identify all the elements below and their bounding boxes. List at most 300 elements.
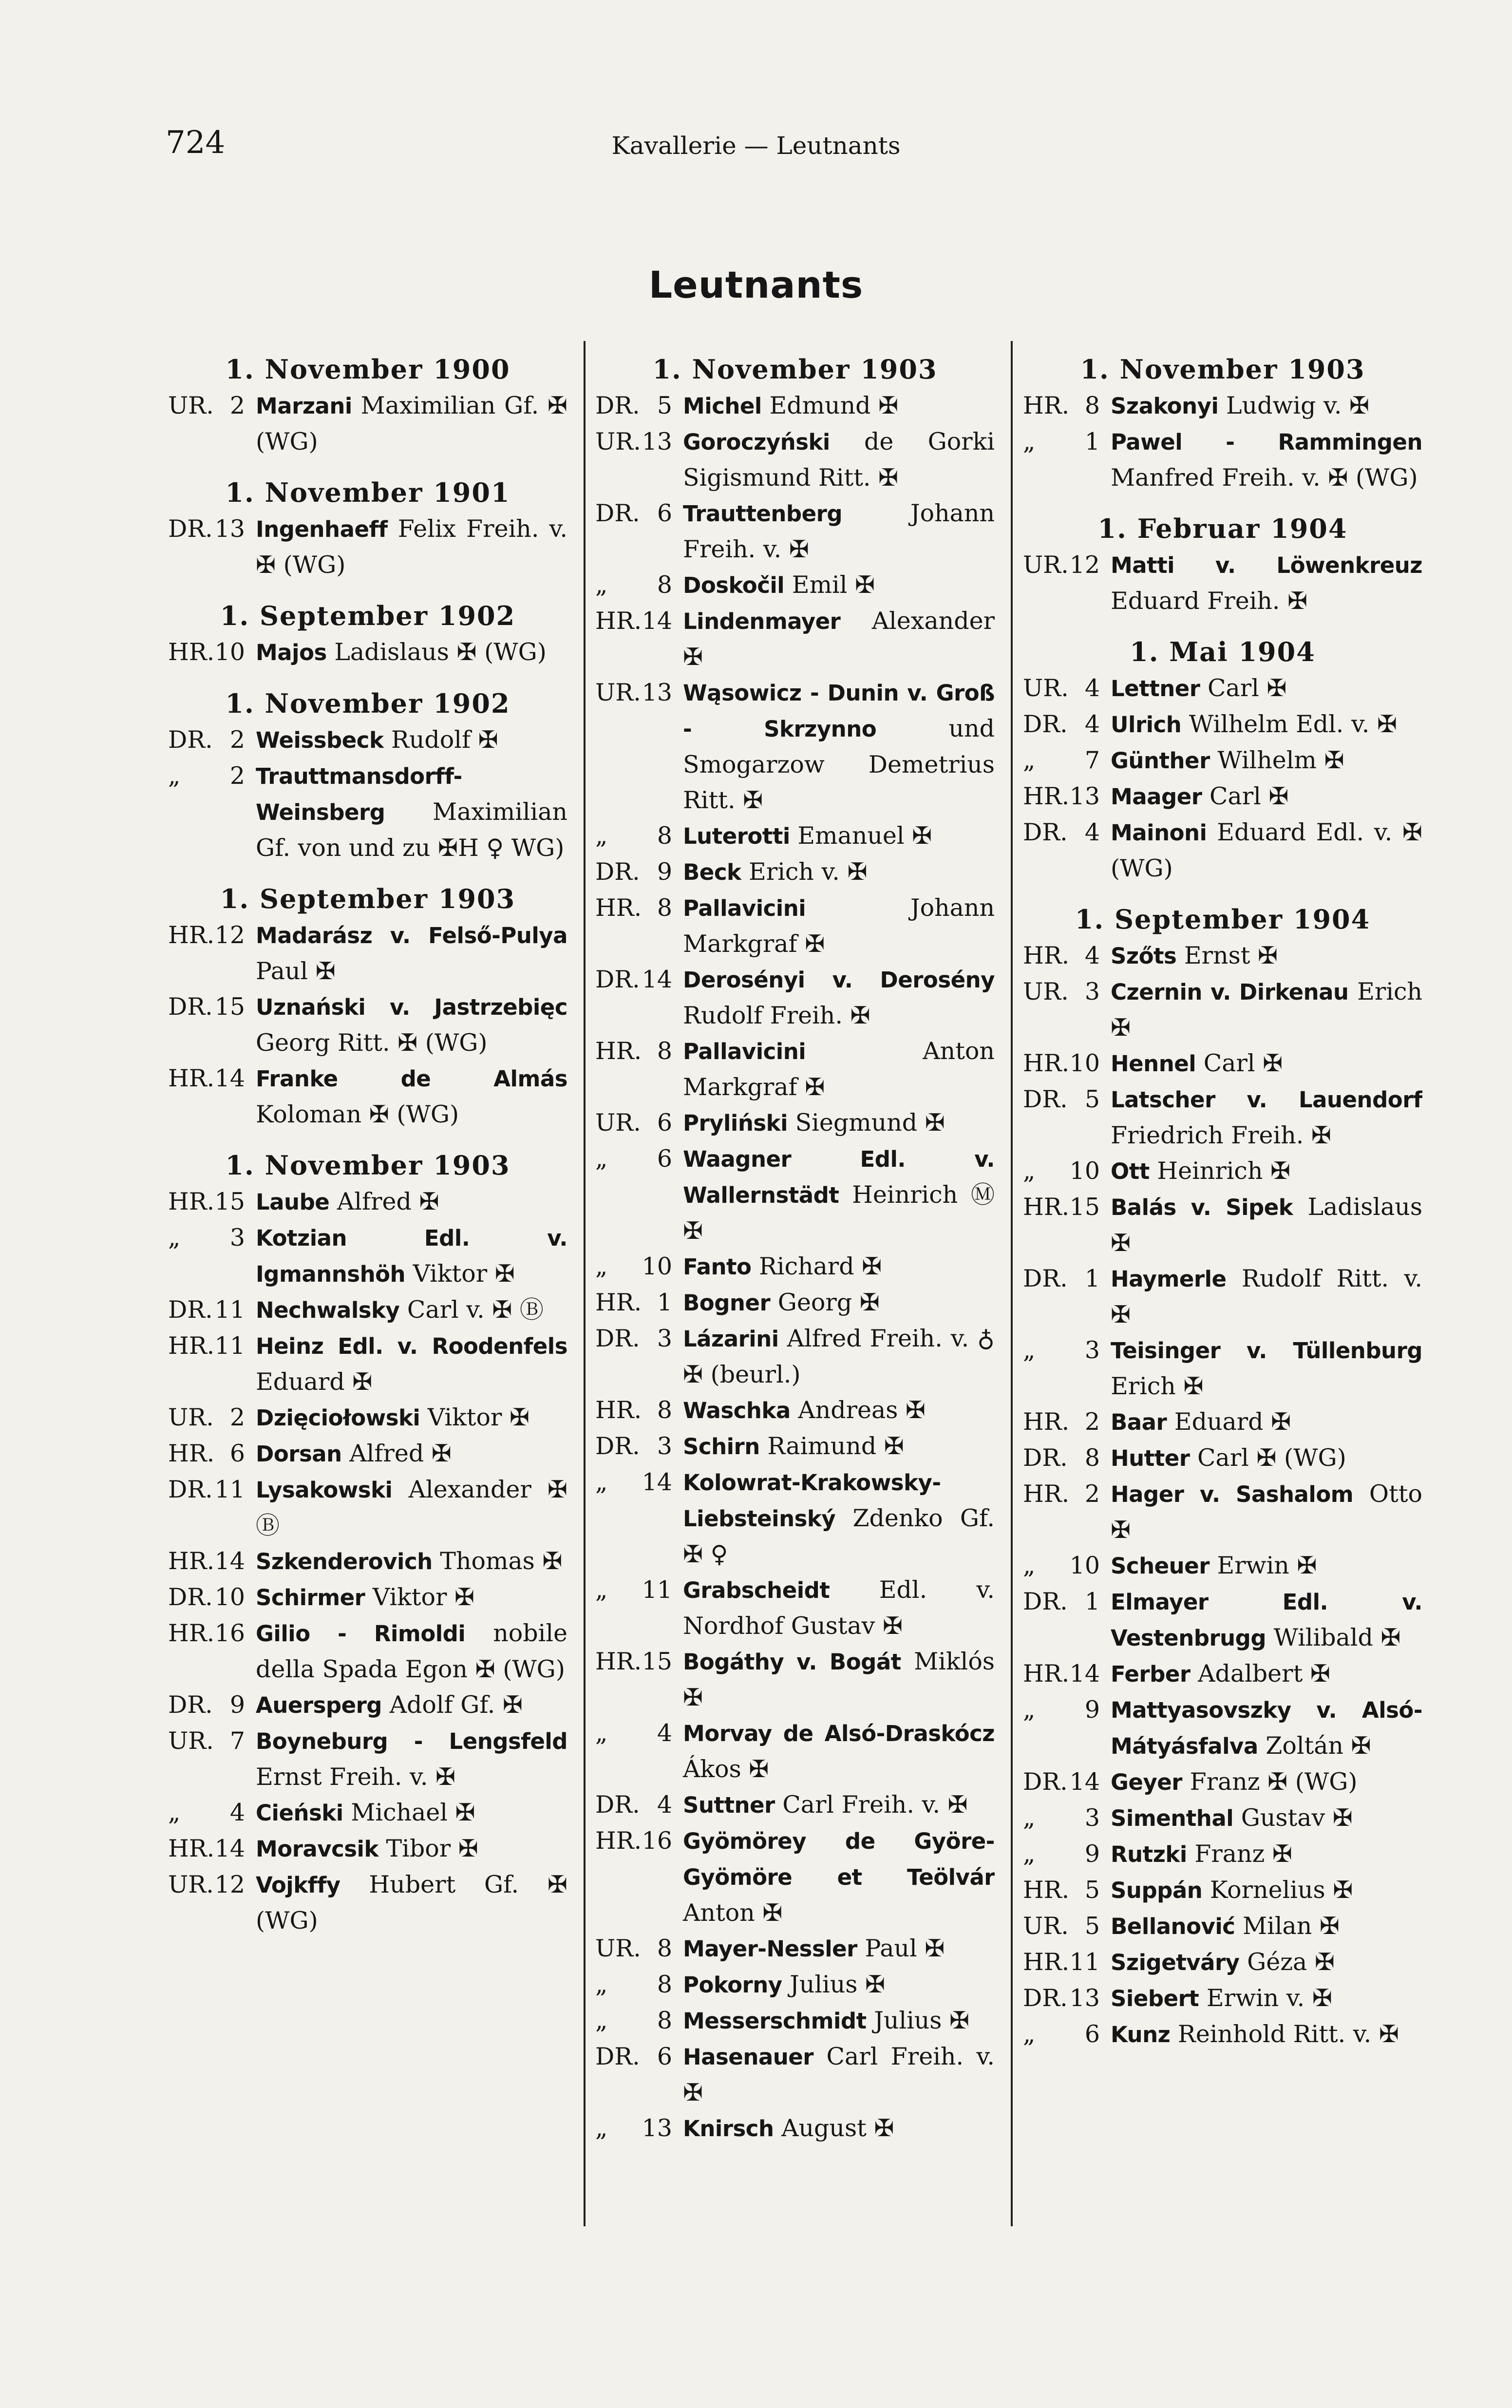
officer-entry	[1023, 1332, 1422, 1404]
entry-text	[256, 1687, 567, 1723]
officer-entry	[595, 890, 995, 962]
regiment-type: DR.	[595, 1791, 640, 1819]
surname: Ingenhaeff	[256, 516, 388, 542]
surname: Cieński	[256, 1800, 343, 1826]
regiment-type: „	[595, 1252, 608, 1280]
regiment-type: UR.	[168, 1727, 214, 1755]
regiment-type: HR.	[168, 1188, 215, 1215]
entry-text	[1111, 815, 1422, 886]
regiment-type: „	[1023, 428, 1036, 455]
surname: Lysakowski	[256, 1477, 393, 1503]
entry-text	[683, 890, 995, 962]
name-details: Emanuel ✠	[790, 822, 932, 850]
regiment-type: DR.	[595, 1432, 640, 1460]
entry-text	[683, 1644, 995, 1715]
name-details: Carl Freih. v. ✠	[683, 2043, 995, 2106]
surname: Szőts	[1111, 943, 1177, 969]
entry-text	[256, 1723, 567, 1795]
entry-text	[256, 634, 567, 670]
regiment-type: „	[595, 1719, 608, 1747]
entry-text	[683, 2039, 995, 2110]
regiment-type: DR.	[1023, 1265, 1068, 1292]
regiment-number: 8	[657, 822, 672, 850]
officer-entry	[168, 1292, 567, 1328]
entry-text	[256, 917, 567, 989]
entry-text	[683, 2003, 995, 2039]
regiment-type: HR.	[168, 1619, 215, 1647]
regiment-type: DR.	[1023, 1444, 1068, 1472]
surname: Hutter	[1111, 1445, 1190, 1471]
officer-entry	[595, 962, 995, 1033]
officer-entry	[1023, 938, 1422, 974]
regiment-number: 9	[657, 858, 672, 886]
officer-entry	[595, 1285, 995, 1321]
name-details: Franz ✠	[1187, 1840, 1292, 1868]
regiment-number: 16	[214, 1619, 245, 1647]
name-details: Carl ✠	[1196, 1049, 1283, 1077]
regiment-type: HR.	[1023, 1876, 1070, 1904]
officer-entry	[1023, 1189, 1422, 1261]
regiment-number: 9	[1084, 1696, 1100, 1724]
regiment-number: 5	[657, 392, 672, 419]
officer-entry	[1023, 1800, 1422, 1836]
name-details: Alexander ✠ Ⓑ	[256, 1476, 567, 1539]
entry-text	[683, 1787, 995, 1823]
name-details: Eduard ✠	[1167, 1408, 1291, 1436]
surname: Majos	[256, 640, 327, 665]
section-date: 1. Mai 1904	[1130, 636, 1316, 667]
officer-entry	[1023, 1261, 1422, 1332]
regiment-type: HR.	[595, 894, 642, 922]
entry-text	[256, 511, 567, 583]
surname: Haymerle	[1111, 1266, 1227, 1292]
officer-entry	[168, 511, 567, 583]
surname: Madarász v. Felső-Pulya	[256, 923, 567, 948]
name-details: und Smogarzow Demetrius Ritt. ✠	[683, 715, 995, 814]
name-details: Erich ✠	[1111, 1372, 1204, 1400]
regiment-number: 13	[1069, 782, 1100, 810]
column-3	[1023, 336, 1422, 2226]
regiment-type: „	[595, 1468, 608, 1496]
regiment-number: 6	[657, 1109, 672, 1137]
surname: Grabscheidt	[683, 1577, 830, 1603]
entry-text	[256, 1292, 567, 1328]
name-details: Tibor ✠	[378, 1835, 478, 1862]
officer-entry	[168, 388, 567, 459]
officer-entry	[1023, 1656, 1422, 1692]
regiment-type: UR.	[595, 1109, 641, 1137]
surname: Bellanović	[1111, 1914, 1235, 1939]
entry-text	[683, 1321, 995, 1392]
surname: Weissbeck	[256, 727, 384, 753]
surname: Hasenauer	[683, 2044, 813, 2070]
entry-text	[256, 1400, 567, 1436]
regiment-number: 13	[642, 428, 672, 455]
regiment-type: HR.	[595, 1289, 642, 1316]
regiment-number: 12	[214, 1871, 245, 1898]
officer-entry	[595, 495, 995, 567]
surname: Morvay de Alsó-Draskócz	[683, 1721, 995, 1746]
regiment-number: 8	[657, 1396, 672, 1424]
name-details: Siegmund ✠	[788, 1109, 945, 1137]
regiment-type: UR.	[1023, 978, 1069, 1005]
surname: Maager	[1111, 784, 1202, 810]
surname: Laube	[256, 1189, 330, 1215]
entry-text	[1111, 1189, 1422, 1261]
name-details: Andreas ✠	[790, 1396, 926, 1424]
officer-entry	[168, 1795, 567, 1831]
name-details: Maximilian Gf. ✠ (WG)	[256, 392, 567, 455]
name-details: Erwin v. ✠	[1199, 1984, 1332, 2012]
regiment-type: „	[168, 1224, 181, 1251]
surname: Hager v. Sashalom	[1111, 1481, 1354, 1507]
surname: Boyneburg - Lengsfeld	[256, 1728, 567, 1754]
regiment-type: HR.	[1023, 782, 1070, 810]
officer-entry	[1023, 2016, 1422, 2052]
surname: Mayer-Nessler	[683, 1936, 857, 1962]
regiment-number: 8	[657, 2007, 672, 2034]
officer-entry	[1023, 1692, 1422, 1764]
name-details: Anton ✠	[683, 1899, 783, 1927]
surname: Lázarini	[683, 1326, 779, 1352]
name-details: August ✠	[774, 2114, 894, 2142]
name-details: Ernst Freih. v. ✠	[256, 1763, 456, 1791]
surname: Derosényi v. Derosény	[683, 967, 995, 993]
regiment-number: 15	[1069, 1193, 1100, 1221]
regiment-type: HR.	[595, 1396, 642, 1424]
officer-entry	[595, 1572, 995, 1644]
surname: Waschka	[683, 1398, 791, 1423]
surname: Trauttmansdorff-Weinsberg	[256, 763, 462, 825]
entry-text	[1111, 1081, 1422, 1153]
regiment-number: 4	[657, 1791, 672, 1819]
regiment-number: 14	[214, 1547, 245, 1575]
surname: Balás v. Sipek	[1111, 1195, 1293, 1220]
name-details: Rudolf Ritt. v. ✠	[1111, 1265, 1422, 1328]
regiment-type: HR.	[1023, 942, 1070, 969]
officer-entry	[1023, 974, 1422, 1045]
section-date: 1. November 1903	[652, 354, 938, 385]
entry-text	[1111, 388, 1422, 424]
name-details: Friedrich Freih. ✠	[1111, 1121, 1331, 1149]
name-details: Wilibald ✠	[1266, 1624, 1401, 1651]
entry-text	[256, 1220, 567, 1292]
regiment-number: 3	[1084, 978, 1100, 1005]
surname: Franke de Almás	[256, 1066, 567, 1092]
regiment-type: „	[595, 822, 608, 850]
name-details: Heinrich ✠	[1149, 1157, 1291, 1185]
surname: Suttner	[683, 1792, 775, 1818]
entry-text	[1111, 1440, 1422, 1476]
officer-entry	[595, 1105, 995, 1141]
surname: Fanto	[683, 1254, 752, 1280]
name-details: nobile della Spada Egon ✠ (WG)	[256, 1619, 567, 1683]
officer-entry	[1023, 670, 1422, 706]
regiment-number: 16	[642, 1827, 672, 1855]
entry-text	[683, 1715, 995, 1787]
officer-entry	[1023, 547, 1422, 619]
entry-text	[683, 675, 995, 818]
surname: Bogáthy v. Bogát	[683, 1649, 901, 1675]
regiment-number: 2	[1084, 1408, 1100, 1436]
surname: Heinz Edl. v. Roodenfels	[256, 1333, 567, 1359]
name-details: Ludwig v. ✠	[1218, 392, 1370, 419]
regiment-number: 3	[229, 1224, 245, 1251]
regiment-type: DR.	[1023, 1588, 1068, 1615]
regiment-number: 6	[657, 1145, 672, 1173]
regiment-type: UR.	[1023, 551, 1069, 579]
entry-text	[683, 818, 995, 854]
surname: Michel	[683, 393, 762, 419]
name-details: Wilhelm Edl. v. ✠	[1181, 710, 1398, 738]
regiment-type: HR.	[1023, 1660, 1070, 1687]
entry-text	[256, 758, 567, 866]
surname: Scheuer	[1111, 1553, 1210, 1579]
entry-text	[683, 1105, 995, 1141]
regiment-number: 11	[1069, 1948, 1100, 1976]
section-date: 1. November 1903	[225, 1150, 510, 1181]
regiment-type: DR.	[595, 499, 640, 527]
entry-text	[683, 1141, 995, 1249]
regiment-type: UR.	[1023, 1912, 1069, 1940]
regiment-number: 7	[1084, 746, 1100, 774]
entry-text	[1111, 1153, 1422, 1189]
regiment-type: „	[595, 1576, 608, 1604]
officer-entry	[168, 1687, 567, 1723]
officer-entry	[595, 603, 995, 675]
surname: Pallavicini	[683, 895, 806, 921]
section-date: 1. Februar 1904	[1097, 513, 1348, 544]
name-details: Carl v. ✠ Ⓑ	[399, 1296, 544, 1324]
name-details: Milan ✠	[1235, 1912, 1340, 1940]
regiment-type: HR.	[595, 1037, 642, 1065]
section-date: 1. September 1902	[220, 600, 516, 631]
regiment-number: 7	[229, 1727, 245, 1755]
regiment-type: „	[595, 1145, 608, 1173]
regiment-type: UR.	[595, 679, 641, 706]
surname: Knirsch	[683, 2116, 774, 2142]
regiment-number: 8	[1084, 392, 1100, 419]
surname: Teisinger v. Tüllenburg	[1111, 1338, 1422, 1364]
officer-entry	[595, 1823, 995, 1931]
surname: Czernin v. Dirkenau	[1111, 979, 1349, 1005]
regiment-type: HR.	[168, 1547, 215, 1575]
regiment-type: UR.	[595, 428, 641, 455]
entry-text	[1111, 670, 1422, 706]
surname: Mainoni	[1111, 820, 1207, 846]
name-details: Heinrich Ⓜ ✠	[683, 1181, 995, 1245]
regiment-type: „	[595, 2007, 608, 2034]
surname: Dorsan	[256, 1441, 342, 1467]
surname: Pryliński	[683, 1110, 788, 1136]
regiment-number: 12	[214, 921, 245, 949]
entry-text	[1111, 1261, 1422, 1332]
name-details: Carl ✠ (WG)	[1190, 1444, 1346, 1472]
officer-entry	[595, 1392, 995, 1428]
entry-text	[1111, 1908, 1422, 1944]
regiment-type: UR.	[168, 392, 214, 419]
regiment-number: 3	[657, 1325, 672, 1352]
regiment-type: „	[595, 2114, 608, 2142]
name-details: Viktor ✠	[365, 1583, 475, 1611]
column-rule	[1011, 341, 1013, 2226]
officer-entry	[168, 1220, 567, 1292]
entry-text	[256, 1184, 567, 1220]
officer-entry	[595, 424, 995, 495]
regiment-number: 6	[229, 1440, 245, 1467]
officer-entry	[595, 1931, 995, 1967]
regiment-type: HR.	[168, 638, 215, 666]
name-details: Adolf Gf. ✠	[382, 1691, 523, 1719]
regiment-number: 4	[1084, 710, 1100, 738]
name-details: Géza ✠	[1239, 1948, 1335, 1976]
officer-entry	[1023, 388, 1422, 424]
surname: Szkenderovich	[256, 1549, 433, 1574]
section-date: 1. November 1901	[225, 477, 510, 508]
regiment-type: DR.	[1023, 1768, 1068, 1796]
name-details: Ernst ✠	[1176, 942, 1278, 969]
entry-text	[1111, 938, 1422, 974]
officer-entry	[595, 567, 995, 603]
regiment-number: 10	[642, 1252, 672, 1280]
officer-entry	[168, 989, 567, 1061]
regiment-number: 5	[1084, 1085, 1100, 1113]
regiment-type: „	[595, 571, 608, 599]
surname: Suppán	[1111, 1877, 1203, 1903]
entry-text	[1111, 706, 1422, 742]
entry-text	[256, 1579, 567, 1615]
entry-text	[256, 1867, 567, 1938]
regiment-type: DR.	[168, 993, 213, 1021]
section-date: 1. November 1900	[225, 354, 510, 385]
officer-entry	[595, 675, 995, 818]
entry-text	[1111, 424, 1422, 495]
surname: Szigetváry	[1111, 1950, 1240, 1975]
entry-text	[683, 1249, 995, 1285]
regiment-type: HR.	[1023, 1948, 1070, 1976]
regiment-type: HR.	[168, 1332, 215, 1360]
surname: Lettner	[1111, 676, 1200, 702]
surname: Kotzian Edl. v. Igmannshöh	[256, 1225, 567, 1287]
regiment-number: 4	[229, 1799, 245, 1826]
regiment-number: 4	[1084, 942, 1100, 969]
section-date: 1. November 1903	[1080, 354, 1365, 385]
regiment-type: HR.	[168, 1440, 215, 1467]
officer-entry	[1023, 1081, 1422, 1153]
officer-entry	[168, 1436, 567, 1472]
regiment-type: HR.	[1023, 1408, 1070, 1436]
officer-entry	[168, 1867, 567, 1938]
regiment-number: 11	[214, 1332, 245, 1360]
regiment-number: 3	[1084, 1804, 1100, 1832]
regiment-type: „	[1023, 1336, 1036, 1364]
officer-entry	[1023, 1153, 1422, 1189]
regiment-type: DR.	[168, 515, 213, 543]
regiment-type: UR.	[168, 1871, 214, 1898]
officer-entry	[595, 1428, 995, 1464]
surname: Waagner Edl. v. Wallernstädt	[683, 1146, 995, 1208]
regiment-type: HR.	[168, 921, 215, 949]
regiment-type: HR.	[595, 1648, 642, 1675]
officer-entry	[1023, 1404, 1422, 1440]
regiment-number: 1	[1084, 428, 1100, 455]
name-details: Michael ✠	[343, 1799, 475, 1826]
entry-text	[1111, 2016, 1422, 2052]
regiment-type: „	[1023, 1157, 1036, 1185]
regiment-number: 4	[1084, 818, 1100, 846]
name-details: Erich v. ✠	[741, 858, 868, 886]
name-details: Johann Freih. v. ✠	[683, 499, 995, 563]
surname: Dzięciołowski	[256, 1405, 420, 1431]
entry-text	[683, 854, 995, 890]
officer-entry	[595, 388, 995, 424]
officer-entry	[168, 1400, 567, 1436]
regiment-number: 2	[229, 1403, 245, 1431]
entry-text	[1111, 1548, 1422, 1584]
surname: Lindenmayer	[683, 608, 841, 634]
regiment-number: 3	[657, 1432, 672, 1460]
entry-text	[1111, 547, 1422, 619]
name-details: Thomas ✠	[432, 1547, 563, 1575]
surname: Rutzki	[1111, 1841, 1187, 1867]
surname: Doskočil	[683, 572, 785, 598]
officer-entry	[168, 1472, 567, 1543]
surname: Gyömörey de Györe-Gyömöre et Teölvár	[683, 1828, 995, 1890]
name-details: Franz ✠ (WG)	[1182, 1768, 1358, 1796]
regiment-type: HR.	[595, 607, 642, 635]
entry-text	[256, 1831, 567, 1867]
officer-entry	[168, 1184, 567, 1220]
regiment-type: „	[1023, 1840, 1036, 1868]
regiment-number: 15	[214, 993, 245, 1021]
officer-entry	[1023, 1836, 1422, 1872]
name-details: Manfred Freih. v. ✠ (WG)	[1111, 464, 1418, 492]
name-details: Ladislaus ✠	[1111, 1193, 1422, 1257]
regiment-number: 10	[1069, 1157, 1100, 1185]
entry-text	[1111, 742, 1422, 778]
regiment-number: 14	[214, 1064, 245, 1092]
name-details: de Gorki Sigismund Ritt. ✠	[683, 428, 995, 492]
officer-entry	[595, 1464, 995, 1572]
officer-entry	[595, 1249, 995, 1285]
surname: Latscher v. Lauendorf	[1111, 1087, 1422, 1113]
officer-entry	[595, 2039, 995, 2110]
surname: Baar	[1111, 1409, 1167, 1435]
officer-entry	[1023, 1440, 1422, 1476]
name-details: Hubert Gf. ✠ (WG)	[256, 1871, 567, 1934]
entry-text	[1111, 1476, 1422, 1548]
entry-text	[1111, 1872, 1422, 1908]
column-1	[168, 336, 567, 2226]
entry-text	[1111, 1836, 1422, 1872]
regiment-type: UR.	[595, 1934, 641, 1962]
regiment-number: 8	[657, 894, 672, 922]
officer-entry	[595, 1644, 995, 1715]
officer-entry	[595, 1967, 995, 2003]
name-details: Zoltán ✠	[1258, 1732, 1371, 1760]
surname: Szakonyi	[1111, 393, 1219, 419]
name-details: Edl. v. Nordhof Gustav ✠	[683, 1576, 995, 1640]
surname: Marzani	[256, 393, 352, 419]
regiment-type: DR.	[1023, 710, 1068, 738]
surname: Günther	[1111, 748, 1210, 774]
entry-text	[1111, 1800, 1422, 1836]
name-details: Felix Freih. v. ✠ (WG)	[256, 515, 567, 579]
entry-text	[683, 603, 995, 675]
entry-text	[1111, 974, 1422, 1045]
regiment-number: 2	[1084, 1480, 1100, 1508]
surname: Messerschmidt	[683, 2008, 867, 2034]
